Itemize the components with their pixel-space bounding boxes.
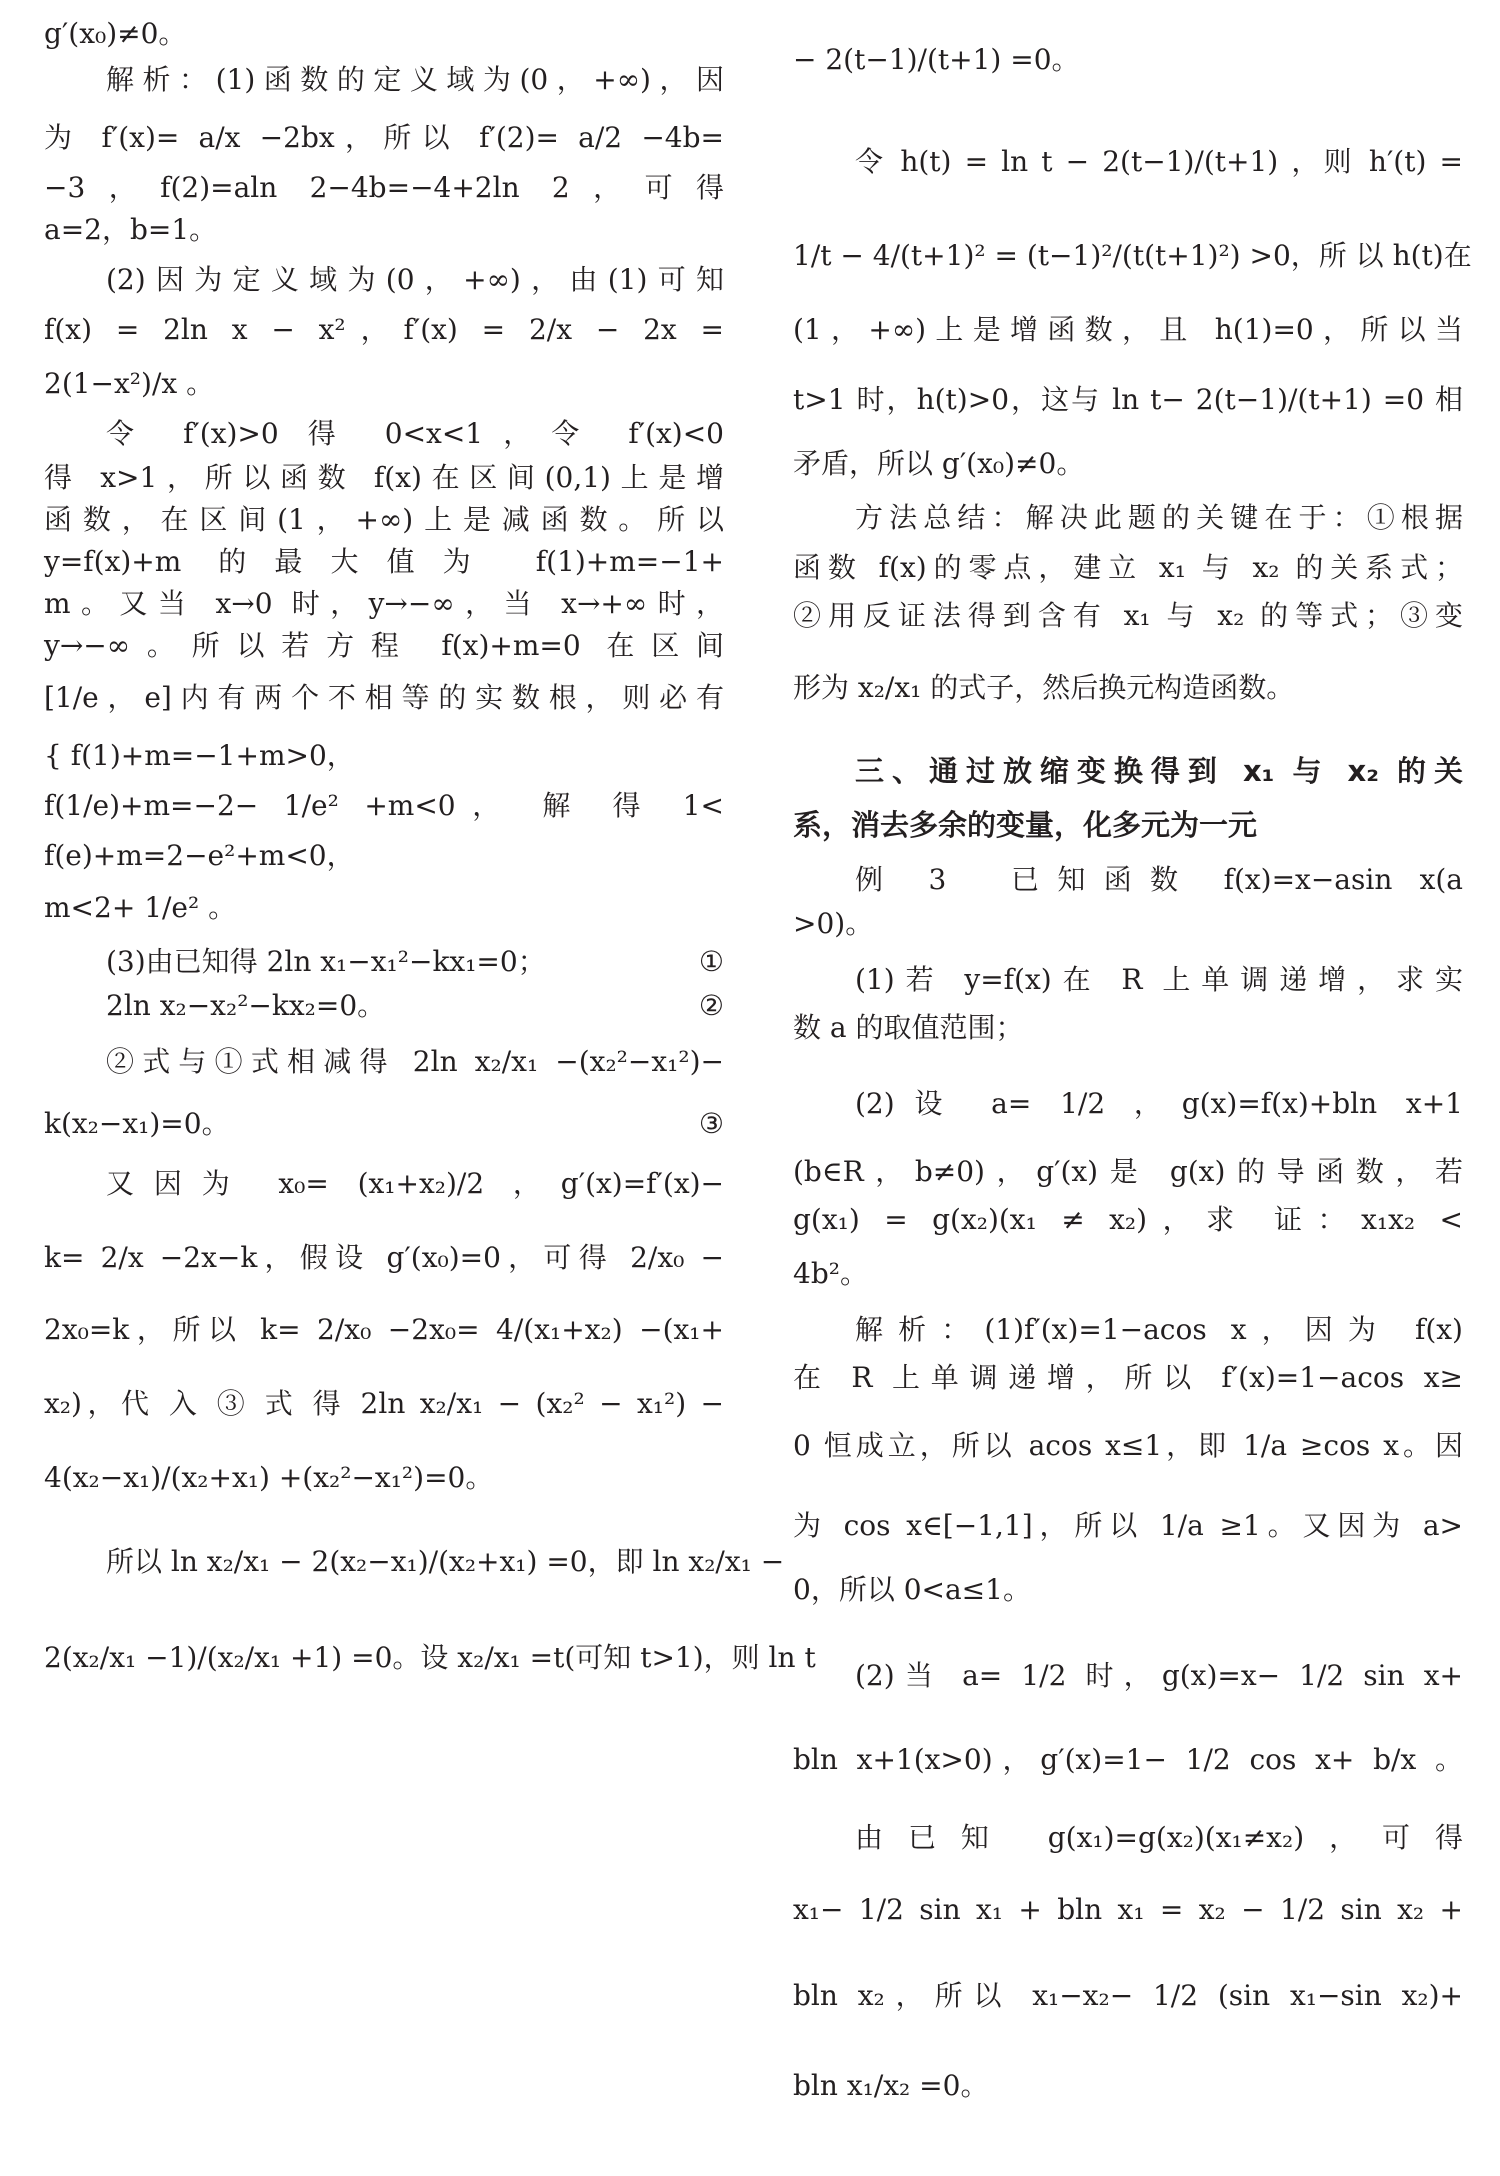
section-heading: 三、通过放缩变换得到 x₁ 与 x₂ 的关 (855, 754, 1463, 788)
text-line: a=2，b=1。 (44, 213, 218, 246)
text-line (44, 1104, 724, 1148)
equation-number: ① (698, 945, 724, 978)
text-line: x₂)，代 入 ③ 式 得 2ln x₂/x₁ − (x₂² − x₁²) − (44, 1387, 724, 1420)
text-line: 又因为 x₀= (x₁+x₂)/2 ，g′(x)=f′(x)− (106, 1167, 724, 1200)
text-line: 2x₀=k，所以 k= 2/x₀ −2x₀= 4/(x₁+x₂) −(x₁+ (44, 1313, 724, 1346)
text-line: x₁− 1/2 sin x₁ + bln x₁ = x₂ − 1/2 sin x₂ + (793, 1893, 1463, 1926)
equation: (3)由已知得 2ln x₁−x₁²−kx₁=0； (106, 945, 546, 978)
text-line: 函数 f(x)的零点，建立 x₁ 与 x₂ 的关系式； (793, 551, 1463, 584)
text-line: f(x) = 2ln x − x²，f′(x) = 2/x − 2x = (44, 313, 724, 346)
text-line: t>1 时，h(t)>0，这与 ln t− 2(t−1)/(t+1) =0 相 (793, 383, 1463, 416)
text-line: ②式与①式相减得 2ln x₂/x₁ −(x₂²−x₁²)− (106, 1045, 724, 1078)
equation-number: ③ (698, 1107, 724, 1140)
text-line: [1/e，e]内有两个不相等的实数根，则必有 (44, 681, 724, 714)
equation: 2ln x₂−x₂²−kx₂=0。 (106, 989, 386, 1022)
text-line (44, 986, 724, 1030)
text-line: − 2(t−1)/(t+1) =0。 (793, 43, 1080, 76)
section-heading: 系，消去多余的变量，化多元为一元 (793, 808, 1258, 842)
text-line: y=f(x)+m 的最大值为 f(1)+m=−1+ (44, 545, 724, 578)
text-line: 形为 x₂/x₁ 的式子，然后换元构造函数。 (793, 671, 1295, 704)
text-line: (1)若 y=f(x)在 R 上单调递增，求实 (855, 963, 1463, 996)
text-line: k= 2/x −2x−k，假设 g′(x₀)=0，可得 2/x₀ − (44, 1241, 724, 1274)
text-line: 令 h(t) = ln t − 2(t−1)/(t+1) ，则 h′(t) = (855, 145, 1463, 178)
equation: k(x₂−x₁)=0。 (44, 1107, 230, 1140)
text-line: (2)设 a= 1/2 ，g(x)=f(x)+bln x+1 (855, 1087, 1463, 1120)
text-line: bln x₁/x₂ =0。 (793, 2069, 989, 2102)
text-line: 0 恒成立，所以 acos x≤1，即 1/a ≥cos x。因 (793, 1429, 1463, 1462)
text-line: 得 x>1，所以函数 f(x)在区间(0,1)上是增 (44, 461, 724, 494)
text-line: 为 f′(x)= a/x −2bx，所以 f′(2)= a/2 −4b= (44, 121, 724, 154)
text-line: 解析：(1)函数的定义域为(0，+∞)，因 (106, 63, 724, 96)
text-line: 函数，在区间(1，+∞)上是减函数。所以 (44, 503, 724, 536)
text-line: 方法总结：解决此题的关键在于：①根据 (855, 501, 1463, 534)
text-line: 4b²。 (793, 1257, 868, 1290)
text-line: 矛盾，所以 g′(x₀)≠0。 (793, 447, 1085, 480)
text-line: m<2+ 1/e² 。 (44, 891, 237, 924)
text-line: ②用反证法得到含有 x₁ 与 x₂ 的等式；③变 (793, 599, 1463, 632)
text-line: g′(x₀)≠0。 (44, 17, 187, 50)
text-line: bln x+1(x>0)，g′(x)=1− 1/2 cos x+ b/x 。 (793, 1743, 1463, 1776)
text-line: f(1/e)+m=−2− 1/e² +m<0， 解 得 1< (44, 789, 724, 822)
text-line: 在 R 上单调递增，所以 f′(x)=1−acos x≥ (793, 1361, 1463, 1394)
text-line: 2(1−x²)/x 。 (44, 367, 215, 400)
text-line: f(e)+m=2−e²+m<0， (44, 839, 355, 872)
text-line: 2(x₂/x₁ −1)/(x₂/x₁ +1) =0。设 x₂/x₁ =t(可知 t>1)，则 ln t (44, 1641, 816, 1674)
text-line: 所以 ln x₂/x₁ − 2(x₂−x₁)/(x₂+x₁) =0，即 ln x₂/x₁ − (106, 1545, 785, 1578)
text-line (44, 942, 724, 986)
equation-number: ② (698, 989, 724, 1022)
text-line: >0)。 (793, 907, 874, 940)
text-line: y→−∞。所以若方程 f(x)+m=0 在区间 (44, 629, 724, 662)
text-line: m。又当 x→0 时，y→−∞，当 x→+∞时， (44, 587, 724, 620)
text-line: 1/t − 4/(t+1)² = (t−1)²/(t(t+1)²) >0，所 以 h(t)在 (793, 239, 1472, 272)
text-line: 4(x₂−x₁)/(x₂+x₁) +(x₂²−x₁²)=0。 (44, 1461, 494, 1494)
text-line: bln x₂，所以 x₁−x₂− 1/2 (sin x₁−sin x₂)+ (793, 1979, 1463, 2012)
example-title: 例 3 已知函数 f(x)=x−asin x(a (855, 863, 1463, 896)
text-line: g(x₁) = g(x₂)(x₁ ≠ x₂)，求 证：x₁x₂ < (793, 1203, 1463, 1236)
text-line: 令 f′(x)>0 得 0<x<1，令 f′(x)<0 (106, 417, 724, 450)
text-line: (2)因为定义域为(0，+∞)，由(1)可知 (106, 263, 724, 296)
text-line: 为 cos x∈[−1,1]，所以 1/a ≥1。又因为 a> (793, 1509, 1463, 1542)
text-line: 解析：(1)f′(x)=1−acos x，因为 f(x) (855, 1313, 1463, 1346)
text-line: 0，所以 0<a≤1。 (793, 1573, 1031, 1606)
text-line: −3，f(2)=aln 2−4b=−4+2ln 2，可得 (44, 171, 724, 204)
text-line: 由已知 g(x₁)=g(x₂)(x₁≠x₂)，可得 (855, 1821, 1463, 1854)
text-line: (1，+∞)上是增函数，且 h(1)=0，所以当 (793, 313, 1463, 346)
text-line: (b∈R，b≠0)，g′(x)是 g(x)的导函数，若 (793, 1155, 1463, 1188)
text-line: { f(1)+m=−1+m>0， (44, 739, 355, 772)
text-line: 数 a 的取值范围； (793, 1011, 1024, 1044)
text-line: (2)当 a= 1/2 时，g(x)=x− 1/2 sin x+ (855, 1659, 1463, 1692)
